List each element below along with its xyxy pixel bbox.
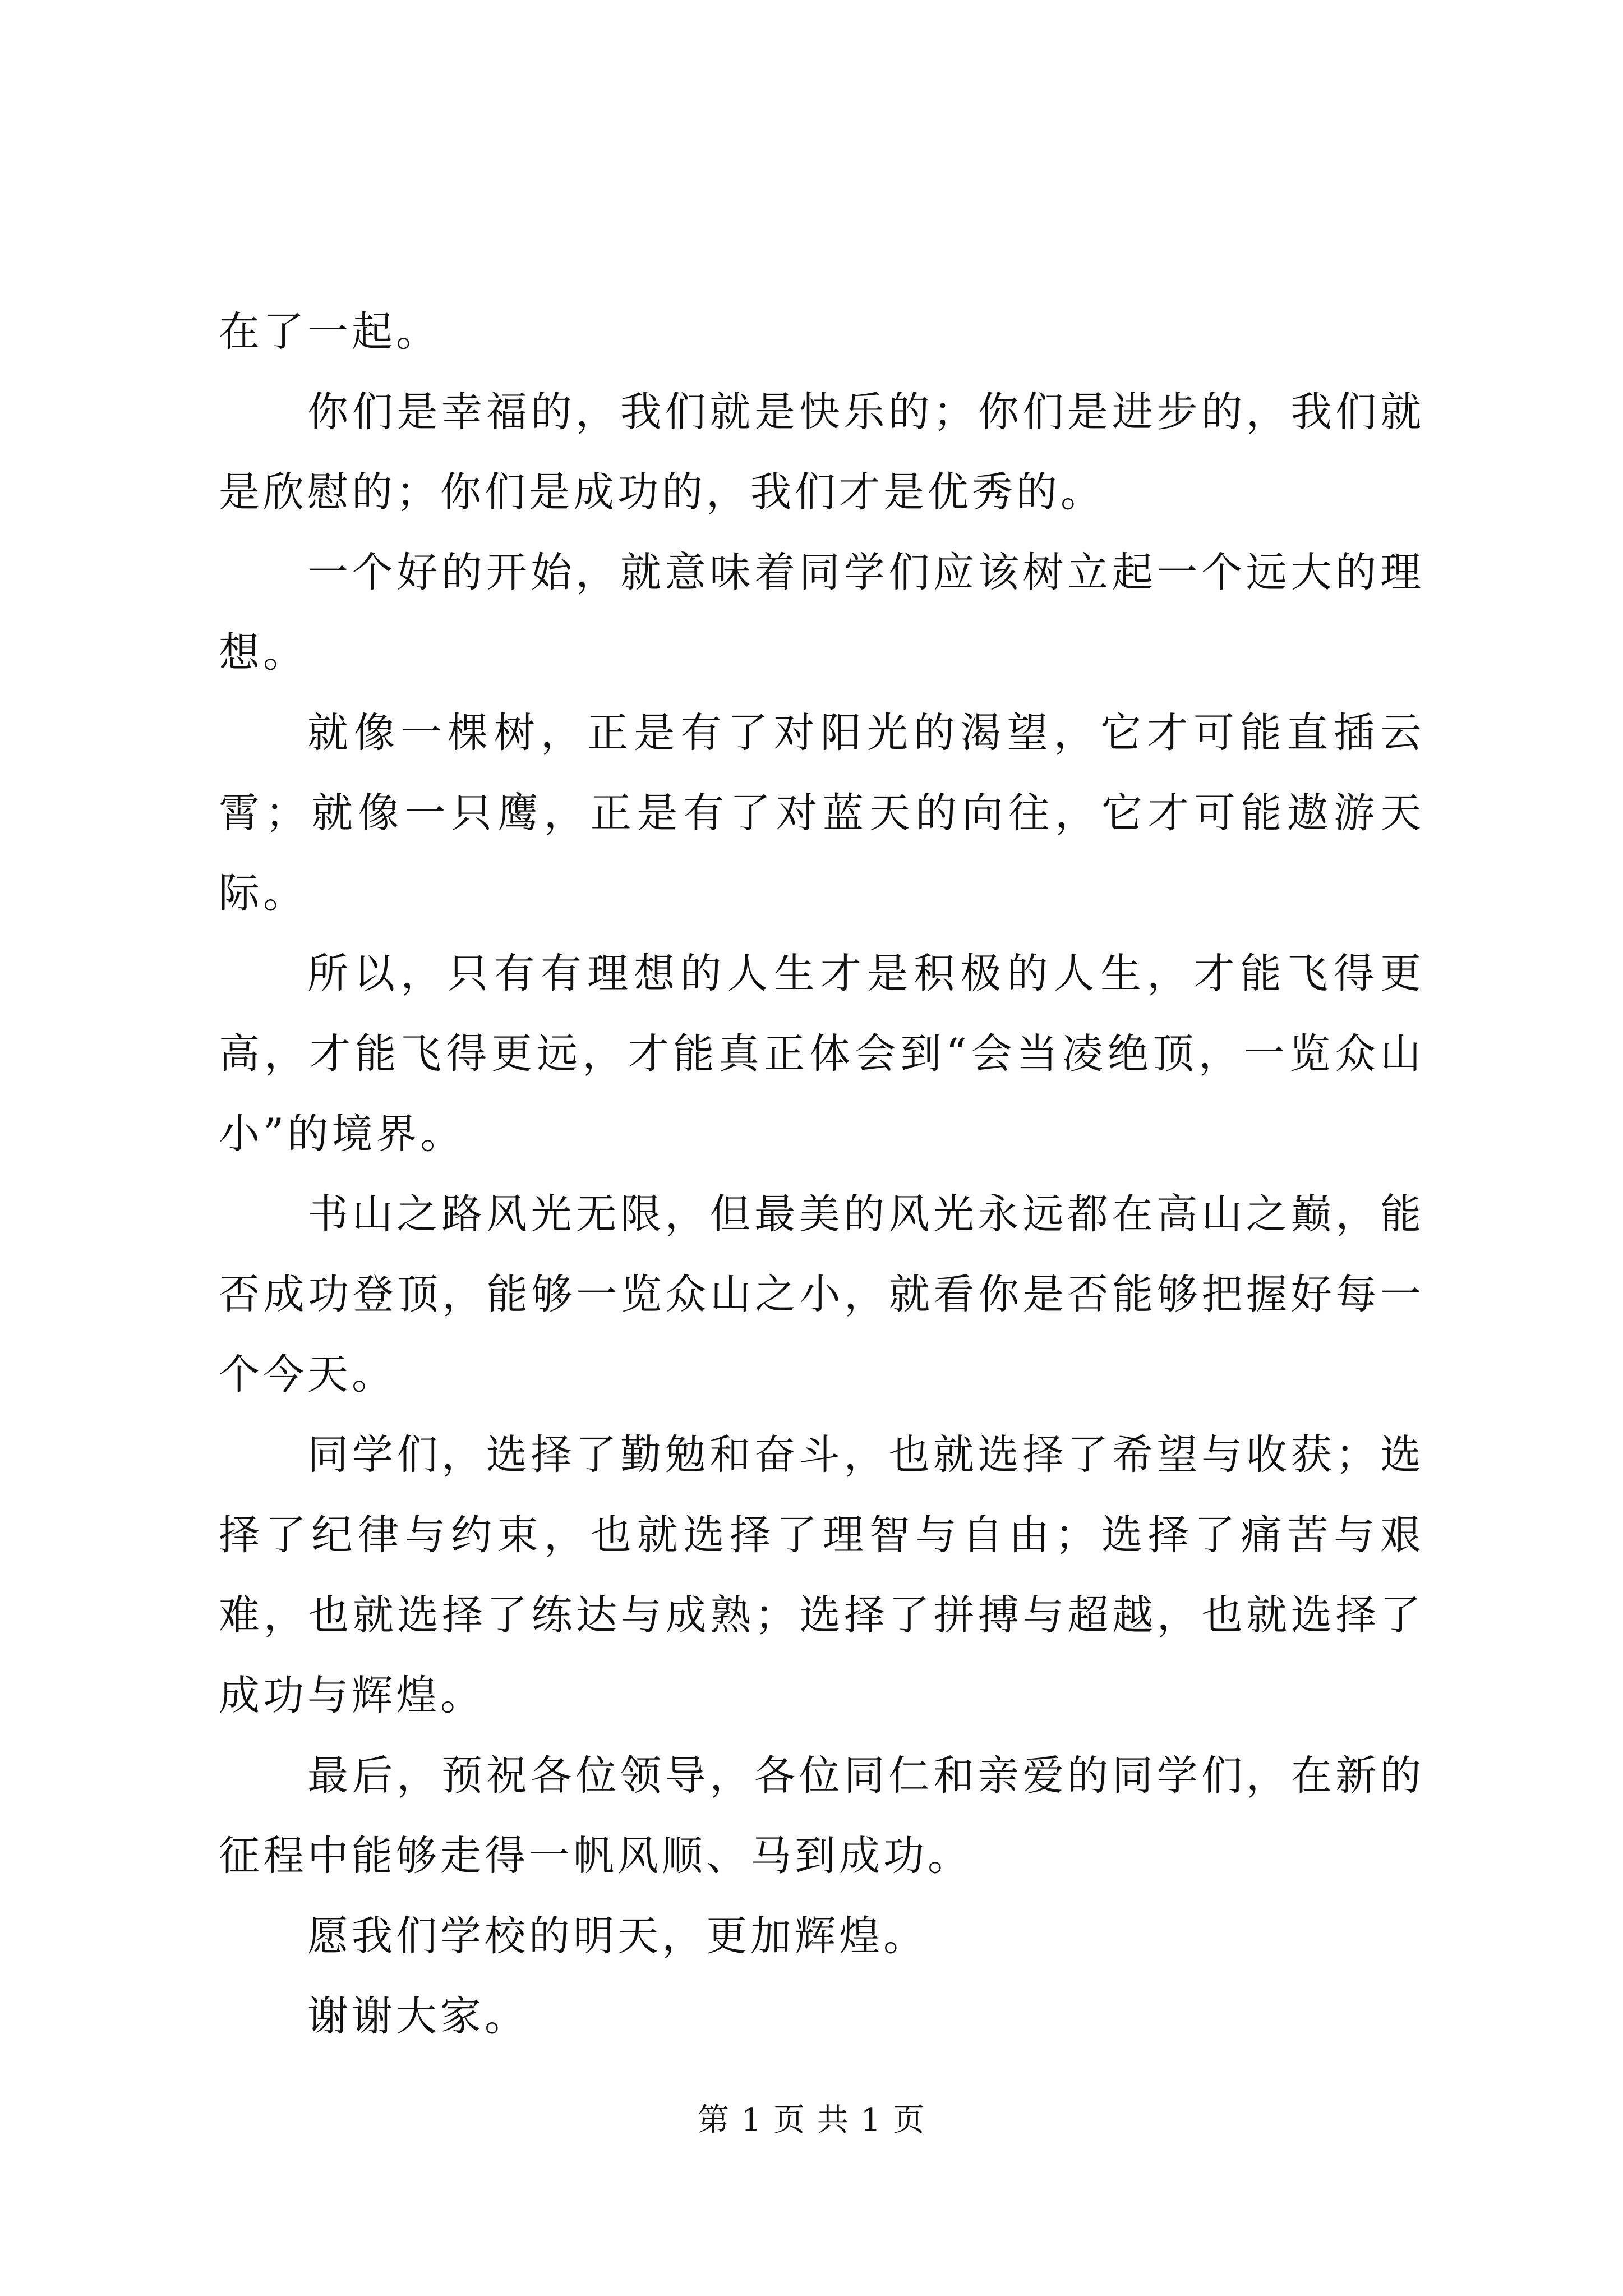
paragraph: 同学们，选择了勤勉和奋斗，也就选择了希望与收获；选择了纪律与约束，也就选择了理智与自由；选择了痛苦与艰难，也就选择了练达与成熟；选择了拼搏与超越，也就选择了成功与辉煌。 (219, 1431, 1424, 1719)
page-footer: 第 1 页 共 1 页 (697, 2102, 926, 2138)
document-body (219, 292, 1424, 2056)
paragraph: 书山之路风光无限，但最美的风光永远都在高山之巅，能否成功登顶，能够一览众山之小，就看你是否能够把握好每一个今天。 (219, 1190, 1424, 1398)
paragraph: 愿我们学校的明天，更加辉煌。 (307, 1912, 928, 1960)
paragraph: 所以，只有有理想的人生才是积极的人生，才能飞得更高，才能飞得更远，才能真正体会到“会当凌绝顶，一览众山小”的境界。 (219, 950, 1424, 1158)
paragraph: 最后，预祝各位领导，各位同仁和亲爱的同学们，在新的征程中能够走得一帆风顺、马到成功。 (219, 1752, 1424, 1880)
paragraph-continuation: 在了一起。 (219, 308, 440, 356)
paragraph: 一个好的开始，就意味着同学们应该树立起一个远大的理想。 (219, 549, 1424, 677)
paragraph: 就像一棵树，正是有了对阳光的渴望，它才可能直插云霄；就像一只鹰，正是有了对蓝天的向往，它才可能遨游天际。 (219, 709, 1424, 917)
paragraph: 谢谢大家。 (307, 1993, 529, 2040)
paragraph: 你们是幸福的，我们就是快乐的；你们是进步的，我们就是欣慰的；你们是成功的，我们才是优秀的。 (219, 388, 1424, 516)
